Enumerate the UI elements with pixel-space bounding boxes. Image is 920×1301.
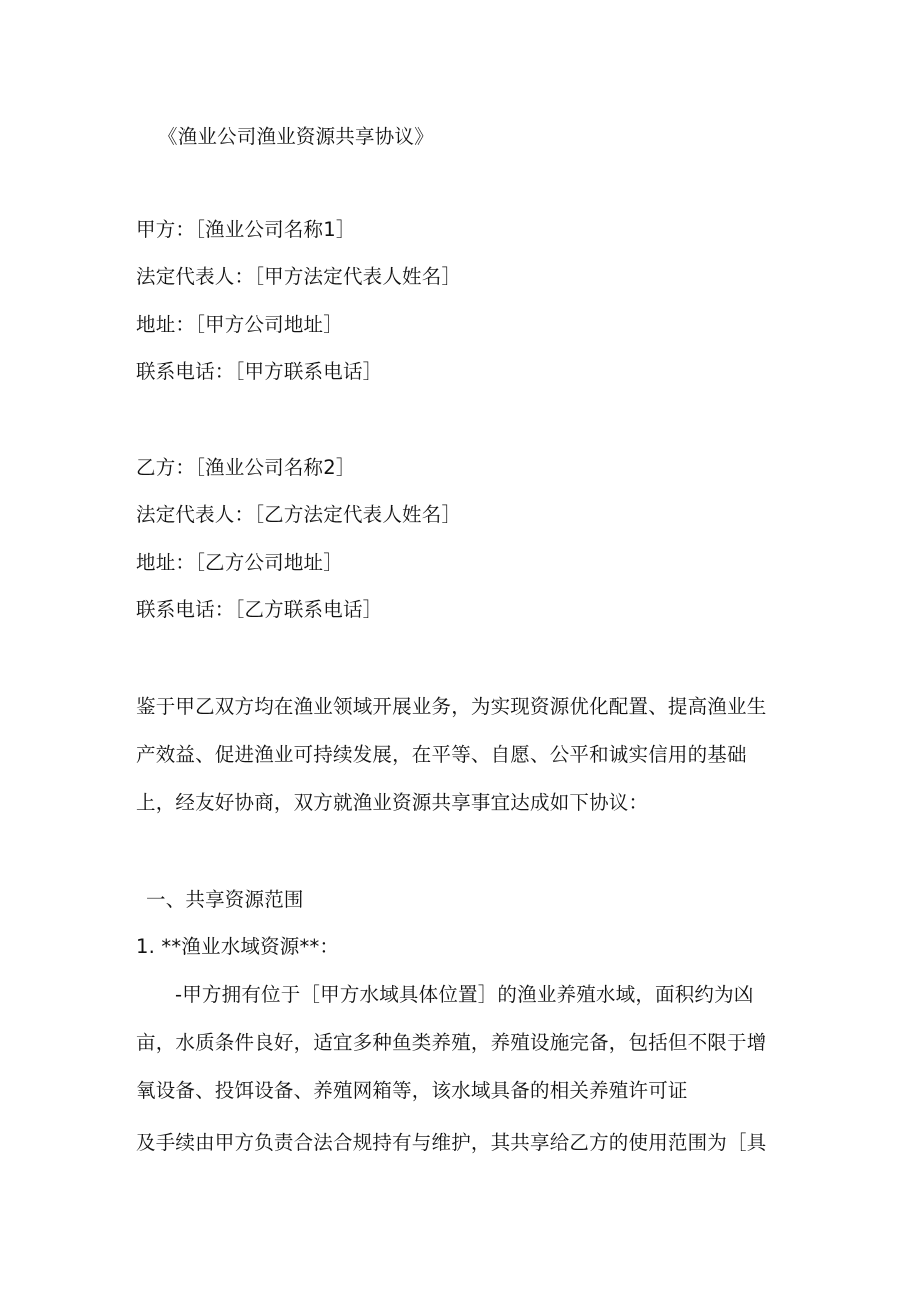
item-1-heading: 1. **渔业水域资源**： xyxy=(136,935,340,958)
item-1-body-line: 氧设备、投饵设备、养殖网箱等，该水域具备的相关养殖许可证 xyxy=(136,1079,688,1102)
party-a-phone: 联系电话：［甲方联系电话］ xyxy=(136,360,383,383)
party-b-phone: 联系电话：［乙方联系电话］ xyxy=(136,598,383,621)
party-a-name: 甲方：［渔业公司名称1］ xyxy=(136,218,356,241)
party-a-address: 地址：［甲方公司地址］ xyxy=(136,313,343,336)
preamble-line: 产效益、促进渔业可持续发展，在平等、自愿、公平和诚实信用的基础 xyxy=(136,743,747,766)
party-b-address: 地址：［乙方公司地址］ xyxy=(136,551,343,574)
item-1-body-line: 亩，水质条件良好，适宜多种鱼类养殖，养殖设施完备，包括但不限于增 xyxy=(136,1031,767,1054)
section-1-heading: 一、共享资源范围 xyxy=(146,888,304,911)
preamble-line: 上，经友好协商，双方就渔业资源共享事宜达成如下协议： xyxy=(136,791,649,814)
preamble-line: 鉴于甲乙双方均在渔业领域开展业务，为实现资源优化配置、提高渔业生 xyxy=(136,695,767,718)
party-b-name: 乙方：［渔业公司名称2］ xyxy=(136,456,356,479)
item-1-body-line: 及手续由甲方负责合法合规持有与维护，其共享给乙方的使用范围为［具 xyxy=(136,1131,767,1154)
party-a-representative: 法定代表人：［甲方法定代表人姓名］ xyxy=(136,265,462,288)
item-1-body-line: -甲方拥有位于［甲方水域具体位置］的渔业养殖水域，面积约为凶 xyxy=(175,983,754,1006)
party-b-representative: 法定代表人：［乙方法定代表人姓名］ xyxy=(136,503,462,526)
document-title: 《渔业公司渔业资源共享协议》 xyxy=(158,125,434,148)
